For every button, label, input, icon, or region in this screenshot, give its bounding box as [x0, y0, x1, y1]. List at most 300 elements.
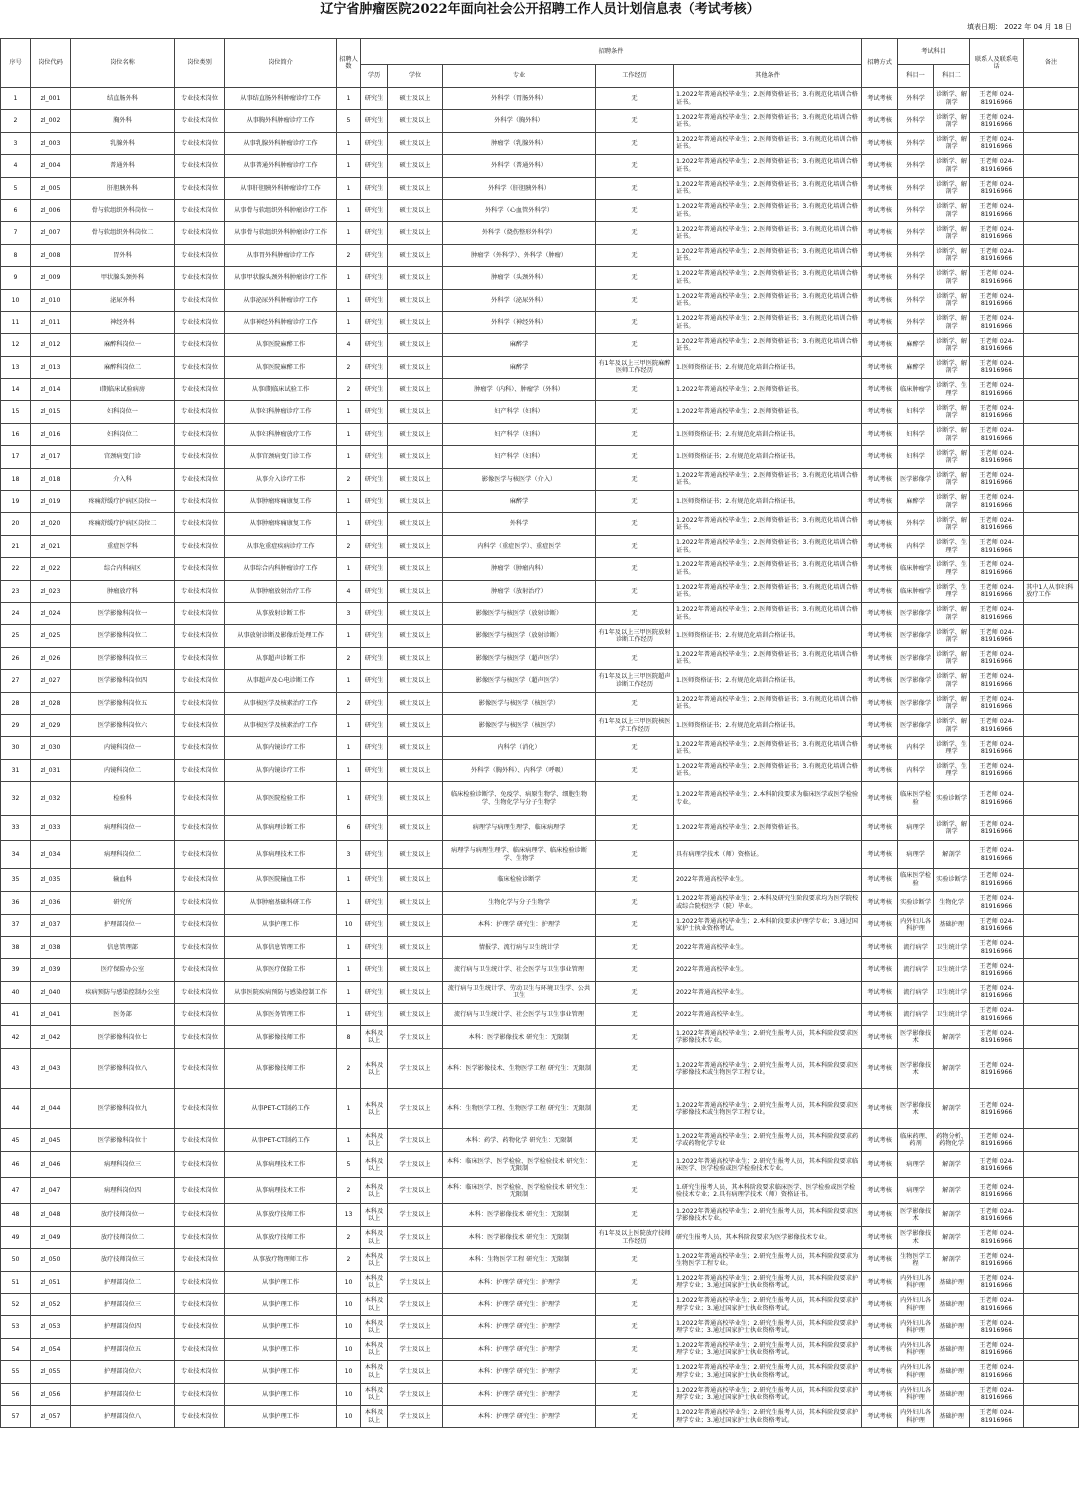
cell-subject2: 诊断学、解剖学: [934, 446, 970, 468]
cell-code: zl_002: [31, 110, 71, 132]
cell-degree-level: 研究生: [361, 199, 388, 221]
table-row: [1, 981, 1079, 1003]
cell-major: 内科学（消化）: [443, 737, 596, 759]
cell-code: zl_003: [31, 132, 71, 154]
cell-count: 2: [337, 1249, 361, 1271]
cell-experience: 有1年及以上三甲医院放射诊断工作经历: [596, 625, 674, 647]
cell-intro: 从事内镜诊疗工作: [225, 759, 337, 781]
cell-method: 考试考核: [862, 602, 898, 624]
cell-subject1: 医学影像学: [898, 602, 934, 624]
cell-code: zl_050: [31, 1249, 71, 1271]
cell-experience: 无: [596, 132, 674, 154]
cell-count: 1: [337, 199, 361, 221]
cell-experience: 无: [596, 959, 674, 981]
cell-experience: 无: [596, 1152, 674, 1178]
cell-major: 妇产科学（妇科）: [443, 446, 596, 468]
cell-subject2: 基础护理: [934, 1361, 970, 1383]
cell-category: 专业技术岗位: [175, 356, 225, 378]
cell-category: 专业技术岗位: [175, 446, 225, 468]
cell-degree-level: 本科及以上: [361, 1178, 388, 1204]
page-title: 辽宁省肿瘤医院2022年面向社会公开招聘工作人员计划信息表（考试考核）: [320, 2, 760, 17]
cell-method: 考试考核: [862, 759, 898, 781]
cell-method: 考试考核: [862, 423, 898, 445]
cell-name: 护理部岗位二: [71, 1271, 175, 1293]
cell-intro: 从事护理工作: [225, 1338, 337, 1360]
cell-method: 考试考核: [862, 88, 898, 110]
cell-intro: 从事医院麻醉工作: [225, 334, 337, 356]
cell-intro: 从事肿瘤放射治疗工作: [225, 580, 337, 602]
cell-category: 专业技术岗位: [175, 1405, 225, 1427]
cell-category: 专业技术岗位: [175, 423, 225, 445]
cell-remark: [1024, 782, 1079, 816]
cell-degree: 硕士及以上: [388, 602, 443, 624]
cell-remark: [1024, 1249, 1079, 1271]
cell-count: 1: [337, 132, 361, 154]
cell-category: 专业技术岗位: [175, 244, 225, 266]
cell-name: 泌尿外科: [71, 289, 175, 311]
cell-experience: 无: [596, 737, 674, 759]
table-row: [1, 936, 1079, 958]
cell-name: 护理部岗位三: [71, 1294, 175, 1316]
cell-degree: 硕士及以上: [388, 110, 443, 132]
cell-method: 考试考核: [862, 1204, 898, 1226]
cell-degree: 硕士及以上: [388, 379, 443, 401]
cell-seq: 37: [1, 914, 31, 936]
cell-category: 专业技术岗位: [175, 1089, 225, 1129]
cell-degree: 硕士及以上: [388, 199, 443, 221]
cell-method: 考试考核: [862, 625, 898, 647]
cell-intro: 从事内镜诊疗工作: [225, 737, 337, 759]
cell-major: 本科：医学影像技术 研究生：无限制: [443, 1026, 596, 1049]
cell-degree: 硕士及以上: [388, 869, 443, 891]
cell-major: 影像医学与核医学（核医学）: [443, 714, 596, 736]
cell-major: 本科：生物医学工程、生物医学工程 研究生：无限制: [443, 1089, 596, 1129]
cell-experience: 无: [596, 110, 674, 132]
cell-intro: 从事核医学及核素治疗工作: [225, 714, 337, 736]
cell-seq: 33: [1, 816, 31, 841]
cell-major: 本科：药学、药物化学 研究生：无限制: [443, 1129, 596, 1152]
header-seq: 序号: [1, 39, 31, 88]
cell-contact: 王老师 024-81916966: [970, 110, 1024, 132]
cell-other: 1.2022年普通高校毕业生；2.医师资格证书；3.有规范化培训合格证书。: [674, 647, 862, 669]
cell-experience: 无: [596, 891, 674, 914]
cell-experience: 无: [596, 379, 674, 401]
cell-contact: 王老师 024-81916966: [970, 891, 1024, 914]
cell-subject1: 外科学: [898, 199, 934, 221]
table-row: [1, 491, 1079, 513]
cell-count: 10: [337, 1361, 361, 1383]
header-other: 其他条件: [674, 65, 862, 88]
cell-degree: 硕士及以上: [388, 959, 443, 981]
cell-experience: 无: [596, 1271, 674, 1293]
cell-intro: 从事胃外科肿瘤诊疗工作: [225, 244, 337, 266]
cell-subject2: 生物化学: [934, 891, 970, 914]
cell-subject1: 内科学: [898, 737, 934, 759]
cell-major: 本科：护理学 研究生：护理学: [443, 1294, 596, 1316]
cell-intro: 从事甲状腺头颈外科肿瘤诊疗工作: [225, 267, 337, 289]
cell-other: 1.医师资格证书；2.有规范化培训合格证书。: [674, 491, 862, 513]
cell-contact: 王老师 024-81916966: [970, 1271, 1024, 1293]
cell-intro: 从事放射诊断工作: [225, 602, 337, 624]
cell-category: 专业技术岗位: [175, 379, 225, 401]
cell-subject2: 诊断学、解剖学: [934, 222, 970, 244]
cell-count: 2: [337, 356, 361, 378]
cell-category: 专业技术岗位: [175, 914, 225, 936]
cell-subject2: 诊断学、解剖学: [934, 513, 970, 535]
cell-contact: 王老师 024-81916966: [970, 1226, 1024, 1248]
cell-degree-level: 本科及以上: [361, 1049, 388, 1089]
cell-count: 10: [337, 1271, 361, 1293]
cell-count: 1: [337, 959, 361, 981]
cell-count: 5: [337, 110, 361, 132]
cell-contact: 王老师 024-81916966: [970, 88, 1024, 110]
cell-name: 骨与软组织外科岗位二: [71, 222, 175, 244]
cell-code: zl_008: [31, 244, 71, 266]
cell-major: 影像医学与核医学（放射诊断）: [443, 625, 596, 647]
cell-degree-level: 研究生: [361, 602, 388, 624]
table-row: [1, 222, 1079, 244]
cell-experience: 无: [596, 1294, 674, 1316]
cell-method: 考试考核: [862, 816, 898, 841]
cell-degree-level: 本科及以上: [361, 1383, 388, 1405]
cell-name: 宫颈病变门诊: [71, 446, 175, 468]
cell-remark: [1024, 446, 1079, 468]
table-row: [1, 869, 1079, 891]
cell-contact: 王老师 024-81916966: [970, 1316, 1024, 1338]
cell-count: 1: [337, 401, 361, 423]
cell-count: 1: [337, 423, 361, 445]
cell-remark: [1024, 535, 1079, 557]
cell-count: 1: [337, 155, 361, 177]
table-row: [1, 1204, 1079, 1226]
cell-major: 影像医学与核医学（放射诊断）: [443, 602, 596, 624]
cell-count: 2: [337, 1226, 361, 1248]
cell-degree: 硕士及以上: [388, 692, 443, 714]
cell-major: 肿瘤学（头颈外科）: [443, 267, 596, 289]
cell-major: 本科：临床医学、医学检验、医学检验技术 研究生：无限制: [443, 1152, 596, 1178]
cell-intro: 从事信息管理工作: [225, 936, 337, 958]
cell-contact: 王老师 024-81916966: [970, 1338, 1024, 1360]
cell-count: 1: [337, 513, 361, 535]
cell-subject2: 诊断学、解剖学: [934, 714, 970, 736]
cell-experience: 无: [596, 1204, 674, 1226]
cell-name: 输血科: [71, 869, 175, 891]
cell-experience: 无: [596, 311, 674, 333]
cell-subject1: 流行病学: [898, 1004, 934, 1026]
cell-intro: 从事妇科肿瘤诊疗工作: [225, 401, 337, 423]
cell-degree: 学士及以上: [388, 1294, 443, 1316]
cell-code: zl_028: [31, 692, 71, 714]
table-row: [1, 1049, 1079, 1089]
cell-count: 1: [337, 1004, 361, 1026]
table-row: [1, 841, 1079, 869]
cell-degree-level: 研究生: [361, 222, 388, 244]
cell-remark: [1024, 289, 1079, 311]
cell-intro: 从事护理工作: [225, 1294, 337, 1316]
cell-remark: [1024, 959, 1079, 981]
cell-seq: 4: [1, 155, 31, 177]
cell-subject1: 医学影像学: [898, 670, 934, 692]
cell-seq: 42: [1, 1026, 31, 1049]
cell-degree: 学士及以上: [388, 1026, 443, 1049]
cell-remark: [1024, 1338, 1079, 1360]
table-row: [1, 914, 1079, 936]
cell-intro: 从事病理技术工作: [225, 841, 337, 869]
cell-seq: 36: [1, 891, 31, 914]
cell-contact: 王老师 024-81916966: [970, 1049, 1024, 1089]
cell-remark: [1024, 155, 1079, 177]
cell-subject2: 解剖学: [934, 1178, 970, 1204]
cell-method: 考试考核: [862, 580, 898, 602]
cell-other: 1.2022年普通高校毕业生；2.研究生报考人员，其本科阶段要求护理学专业；3.通过国家护士执业资格考试。: [674, 1361, 862, 1383]
cell-subject2: 诊断学、解剖学: [934, 244, 970, 266]
cell-code: zl_043: [31, 1049, 71, 1089]
cell-remark: [1024, 513, 1079, 535]
cell-method: 考试考核: [862, 1405, 898, 1427]
cell-method: 考试考核: [862, 222, 898, 244]
cell-major: 流行病与卫生统计学、社会医学与卫生事业管理: [443, 959, 596, 981]
cell-degree-level: 研究生: [361, 334, 388, 356]
cell-degree-level: 本科及以上: [361, 1089, 388, 1129]
cell-intro: 从事医疗保险工作: [225, 959, 337, 981]
cell-subject1: 内科学: [898, 535, 934, 557]
cell-count: 1: [337, 88, 361, 110]
cell-major: 外科学（普通外科）: [443, 155, 596, 177]
cell-seq: 40: [1, 981, 31, 1003]
cell-category: 专业技术岗位: [175, 1361, 225, 1383]
cell-other: 具有病理学技术（师）资格证。: [674, 841, 862, 869]
cell-remark: [1024, 625, 1079, 647]
cell-code: zl_046: [31, 1152, 71, 1178]
cell-contact: 王老师 024-81916966: [970, 379, 1024, 401]
cell-major: 肿瘤学（外科学）、外科学（肿瘤）: [443, 244, 596, 266]
cell-subject1: 内外妇儿各科护理: [898, 1405, 934, 1427]
cell-major: 妇产科学（妇科）: [443, 423, 596, 445]
cell-code: zl_033: [31, 816, 71, 841]
cell-experience: 无: [596, 914, 674, 936]
cell-name: 重症医学科: [71, 535, 175, 557]
cell-degree-level: 本科及以上: [361, 1294, 388, 1316]
cell-major: 妇产科学（妇科）: [443, 401, 596, 423]
cell-remark: [1024, 401, 1079, 423]
cell-contact: 王老师 024-81916966: [970, 714, 1024, 736]
cell-count: 1: [337, 714, 361, 736]
cell-code: zl_015: [31, 401, 71, 423]
cell-code: zl_027: [31, 670, 71, 692]
cell-name: 胃外科: [71, 244, 175, 266]
cell-subject1: 外科学: [898, 311, 934, 333]
cell-contact: 王老师 024-81916966: [970, 737, 1024, 759]
table-row: [1, 647, 1079, 669]
cell-subject1: 外科学: [898, 88, 934, 110]
cell-contact: 王老师 024-81916966: [970, 759, 1024, 781]
cell-remark: [1024, 267, 1079, 289]
cell-remark: [1024, 1089, 1079, 1129]
cell-degree: 硕士及以上: [388, 491, 443, 513]
cell-subject2: 卫生统计学: [934, 981, 970, 1003]
table-row: [1, 267, 1079, 289]
cell-degree: 学士及以上: [388, 1049, 443, 1089]
cell-seq: 24: [1, 602, 31, 624]
cell-name: 骨与软组织外科岗位一: [71, 199, 175, 221]
cell-count: 1: [337, 267, 361, 289]
cell-contact: 王老师 024-81916966: [970, 1026, 1024, 1049]
table-row: [1, 1004, 1079, 1026]
cell-degree-level: 研究生: [361, 891, 388, 914]
cell-seq: 34: [1, 841, 31, 869]
cell-subject1: 临床肿瘤学: [898, 379, 934, 401]
table-row: [1, 446, 1079, 468]
cell-degree: 硕士及以上: [388, 737, 443, 759]
cell-subject2: 诊断学、解剖学: [934, 311, 970, 333]
cell-degree-level: 研究生: [361, 670, 388, 692]
cell-method: 考试考核: [862, 1271, 898, 1293]
cell-seq: 39: [1, 959, 31, 981]
cell-subject1: 外科学: [898, 132, 934, 154]
cell-experience: 无: [596, 558, 674, 580]
cell-seq: 25: [1, 625, 31, 647]
cell-intro: 从事护理工作: [225, 1361, 337, 1383]
cell-name: 医学影像科岗位九: [71, 1089, 175, 1129]
cell-seq: 55: [1, 1361, 31, 1383]
cell-degree: 硕士及以上: [388, 311, 443, 333]
cell-count: 4: [337, 334, 361, 356]
cell-category: 专业技术岗位: [175, 936, 225, 958]
cell-intro: 从事骨与软组织外科肿瘤诊疗工作: [225, 222, 337, 244]
cell-intro: 从事放疗物理师工作: [225, 1249, 337, 1271]
table-row: [1, 959, 1079, 981]
cell-contact: 王老师 024-81916966: [970, 670, 1024, 692]
cell-method: 考试考核: [862, 1294, 898, 1316]
cell-contact: 王老师 024-81916966: [970, 244, 1024, 266]
cell-remark: 其中1人从事妇科放疗工作: [1024, 580, 1079, 602]
cell-remark: [1024, 1152, 1079, 1178]
cell-degree-level: 研究生: [361, 446, 388, 468]
cell-intro: 从事医院麻醉工作: [225, 356, 337, 378]
cell-intro: 从事结直肠外科肿瘤诊疗工作: [225, 88, 337, 110]
cell-seq: 22: [1, 558, 31, 580]
cell-category: 专业技术岗位: [175, 959, 225, 981]
header-degree-level: 学历: [361, 65, 388, 88]
cell-method: 考试考核: [862, 670, 898, 692]
table-row: [1, 1271, 1079, 1293]
table-row: [1, 513, 1079, 535]
cell-contact: 王老师 024-81916966: [970, 1178, 1024, 1204]
cell-degree: 学士及以上: [388, 1316, 443, 1338]
cell-subject2: 解剖学: [934, 1249, 970, 1271]
cell-method: 考试考核: [862, 177, 898, 199]
cell-intro: 从事病理技术工作: [225, 1178, 337, 1204]
cell-seq: 20: [1, 513, 31, 535]
cell-contact: 王老师 024-81916966: [970, 936, 1024, 958]
fill-date: 填表日期： 2022 年 04 月 18 日: [967, 23, 1072, 31]
cell-count: 2: [337, 535, 361, 557]
cell-seq: 8: [1, 244, 31, 266]
cell-code: zl_009: [31, 267, 71, 289]
table-row: [1, 670, 1079, 692]
cell-seq: 57: [1, 1405, 31, 1427]
cell-intro: 从事普通外科肿瘤诊疗工作: [225, 155, 337, 177]
table-row: [1, 1152, 1079, 1178]
cell-other: 1.2022年普通高校毕业生；2.医师资格证书；3.有规范化培训合格证书。: [674, 692, 862, 714]
table-row: [1, 1338, 1079, 1360]
cell-contact: 王老师 024-81916966: [970, 782, 1024, 816]
cell-subject1: 内外妇儿各科护理: [898, 1294, 934, 1316]
cell-major: 内科学（重症医学）、重症医学: [443, 535, 596, 557]
cell-degree: 学士及以上: [388, 1204, 443, 1226]
cell-count: 2: [337, 468, 361, 490]
cell-intro: 从事乳腺外科肿瘤诊疗工作: [225, 132, 337, 154]
cell-code: zl_054: [31, 1338, 71, 1360]
cell-code: zl_013: [31, 356, 71, 378]
cell-intro: 从事危重症疾病诊疗工作: [225, 535, 337, 557]
cell-experience: 无: [596, 1383, 674, 1405]
cell-degree: 硕士及以上: [388, 289, 443, 311]
cell-remark: [1024, 1271, 1079, 1293]
cell-degree-level: 研究生: [361, 647, 388, 669]
cell-code: zl_011: [31, 311, 71, 333]
cell-remark: [1024, 816, 1079, 841]
cell-degree-level: 研究生: [361, 177, 388, 199]
cell-name: 医学影像科岗位十: [71, 1129, 175, 1152]
cell-degree: 硕士及以上: [388, 1004, 443, 1026]
cell-remark: [1024, 334, 1079, 356]
cell-degree-level: 研究生: [361, 869, 388, 891]
cell-name: 放疗技师岗位二: [71, 1226, 175, 1248]
cell-remark: [1024, 110, 1079, 132]
cell-contact: 王老师 024-81916966: [970, 535, 1024, 557]
cell-intro: 从事泌尿外科肿瘤诊疗工作: [225, 289, 337, 311]
cell-subject2: 解剖学: [934, 1089, 970, 1129]
cell-method: 考试考核: [862, 311, 898, 333]
cell-experience: 有1年及以上三甲医院核医学工作经历: [596, 714, 674, 736]
cell-count: 1: [337, 782, 361, 816]
cell-subject2: 基础护理: [934, 1271, 970, 1293]
cell-count: 1: [337, 177, 361, 199]
cell-major: 麻醉学: [443, 356, 596, 378]
cell-experience: 无: [596, 602, 674, 624]
cell-remark: [1024, 1129, 1079, 1152]
cell-seq: 18: [1, 468, 31, 490]
cell-method: 考试考核: [862, 535, 898, 557]
cell-major: 本科：医学影像技术、生物医学工程 研究生：无限制: [443, 1049, 596, 1089]
cell-subject2: 卫生统计学: [934, 959, 970, 981]
cell-other: 1.2022年普通高校毕业生；2.研究生报考人员，其本科阶段要求为生物医学工程专业。: [674, 1249, 862, 1271]
cell-name: 结直肠外科: [71, 88, 175, 110]
cell-subject1: 内外妇儿各科护理: [898, 1316, 934, 1338]
cell-method: 考试考核: [862, 1361, 898, 1383]
cell-remark: [1024, 1178, 1079, 1204]
table-row: [1, 110, 1079, 132]
cell-contact: 王老师 024-81916966: [970, 177, 1024, 199]
cell-experience: 无: [596, 1361, 674, 1383]
cell-code: zl_052: [31, 1294, 71, 1316]
cell-category: 专业技术岗位: [175, 580, 225, 602]
cell-name: 内镜科岗位一: [71, 737, 175, 759]
cell-seq: 2: [1, 110, 31, 132]
cell-contact: 王老师 024-81916966: [970, 1294, 1024, 1316]
cell-method: 考试考核: [862, 714, 898, 736]
cell-major: 本科：护理学 研究生：护理学: [443, 1316, 596, 1338]
table-row: [1, 692, 1079, 714]
cell-seq: 9: [1, 267, 31, 289]
cell-intro: 从事肿瘤基础科研工作: [225, 891, 337, 914]
cell-code: zl_025: [31, 625, 71, 647]
cell-code: zl_029: [31, 714, 71, 736]
cell-other: 2022年普通高校毕业生。: [674, 1004, 862, 1026]
cell-code: zl_037: [31, 914, 71, 936]
cell-name: 麻醉科岗位一: [71, 334, 175, 356]
